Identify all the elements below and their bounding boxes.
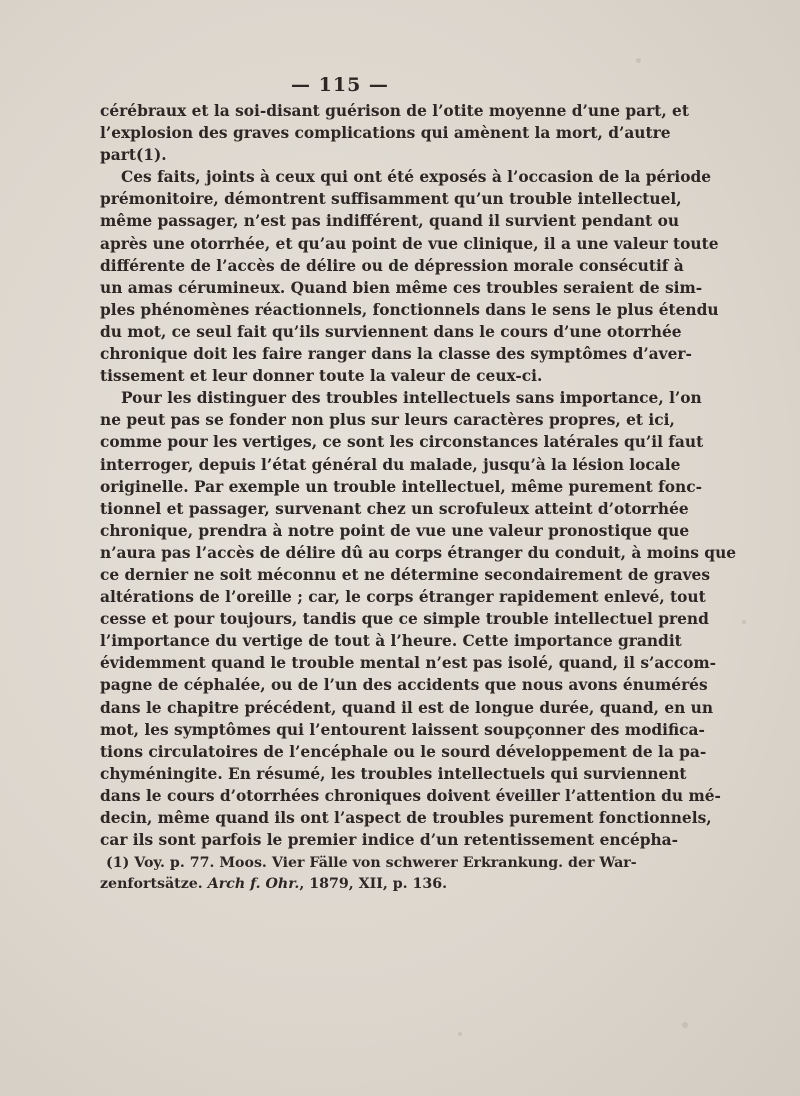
text-line: chronique, prendra à notre point de vue une valeur pronostique que [100,521,690,540]
footnote-line: (1) Voy. p. 77. Moos. Vier Fälle von schwerer Erkrankung. der War- [106,855,637,871]
footnote-text: , 1879, XII, p. 136. [299,875,448,892]
text-line: altérations de l’oreille ; car, le corps étranger rapidement enlevé, tout [100,588,706,607]
paper-spot [458,1032,462,1036]
text-line: ce dernier ne soit méconnu et ne détermine secondairement de graves [100,565,710,584]
paper-spot [742,620,746,624]
text-line: ne peut pas se fonder non plus sur leurs caractères propres, et ici, [100,411,675,430]
text-line: pagne de céphalée, ou de l’un des accidents que nous avons énumérés [100,676,708,695]
page-number: — 115 — [291,74,389,96]
paper-spot [636,58,641,63]
journal-title: Arch f. Ohr. [207,875,300,892]
text-line: même passager, n’est pas indifférent, quand il survient pendant ou [100,212,680,231]
text-line: cérébraux et la soi-disant guérison de l’otite moyenne d’une part, et [100,102,689,120]
text-line: interroger, depuis l’état général du malade, jusqu’à la lésion locale [100,455,681,474]
footnote-text: zenfortsätze. [100,875,208,892]
text-line: du mot, ce seul fait qu’ils surviennent dans le cours d’une otorrhée [100,322,682,341]
text-line: tionnel et passager, survenant chez un scrofuleux atteint d’otorrhée [100,499,689,518]
paragraph-start: Pour les distinguer des troubles intellectuels sans importance, l’on [121,389,702,408]
paper-spot [682,1022,688,1028]
text-line: l’explosion des graves complications qui amènent la mort, d’autre [100,124,671,143]
text-line: chyméningite. En résumé, les troubles intellectuels qui surviennent [100,764,687,783]
text-line: tissement et leur donner toute la valeur de ceux-ci. [100,367,543,386]
footnote [100,853,637,894]
text-line: n’aura pas l’accès de délire dû au corps étranger du conduit, à moins que [100,543,737,562]
text-line: dans le chapitre précédent, quand il est de longue durée, quand, en un [100,698,714,717]
text-line: tions circulatoires de l’encéphale ou le sourd développement de la pa- [100,742,707,761]
text-line: cesse et pour toujours, tandis que ce simple trouble intellectuel prend [100,610,709,629]
text-line: dans le cours d’otorrhées chroniques doivent éveiller l’attention du mé- [100,786,721,805]
footnote-line [100,874,568,895]
text-line: part(1). [100,146,167,165]
paragraph-start: Ces faits, joints à ceux qui ont été exposés à l’occasion de la période [121,168,712,187]
text-line: après une otorrhée, et qu’au point de vue clinique, il a une valeur toute [100,234,719,253]
body-text [100,100,737,851]
text-line: prémonitoire, démontrent suffisamment qu’un trouble intellectuel, [100,190,682,209]
text-line: un amas cérumineux. Quand bien même ces troubles seraient de sim- [100,278,703,297]
text-line: chronique doit les faire ranger dans la classe des symptômes d’aver- [100,345,692,364]
text-line: évidemment quand le trouble mental n’est pas isolé, quand, il s’accom- [100,654,717,673]
text-line: comme pour les vertiges, ce sont les circonstances latérales qu’il faut [100,433,704,452]
text-line: originelle. Par exemple un trouble intellectuel, même purement fonc- [100,477,702,496]
text-line: mot, les symptômes qui l’entourent laissent soupçonner des modifica- [100,720,705,739]
text-line: decin, même quand ils ont l’aspect de troubles purement fonctionnels, [100,809,712,827]
text-line: l’importance du vertige de tout à l’heure. Cette importance grandit [100,632,682,651]
text-line: car ils sont parfois le premier indice d’un retentissement encépha- [100,831,679,850]
text-line: différente de l’accès de délire ou de dépression morale consécutif à [100,256,684,275]
text-line: ples phénomènes réactionnels, fonctionnels dans le sens le plus étendu [100,300,719,319]
